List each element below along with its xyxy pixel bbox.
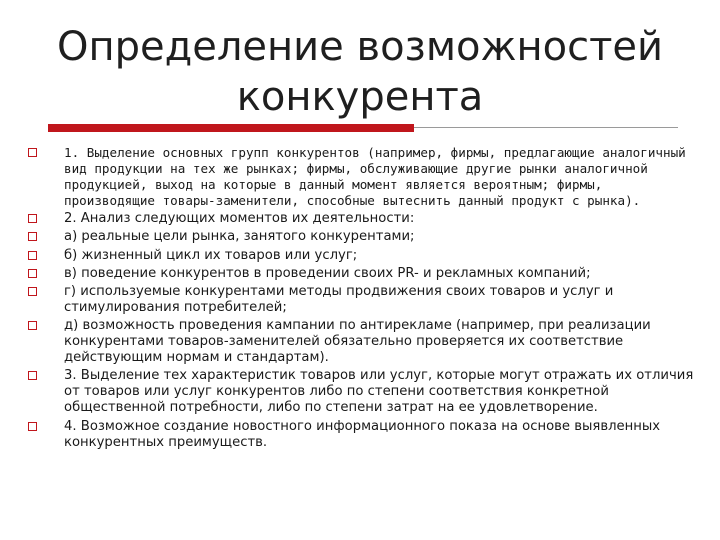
bullet-list [26, 145, 694, 453]
list-item-text: 1. Выделение основных групп конкурентов (например, фирмы, предлагающие аналогичный вид продукции на тех же рынках; фирмы, обслуживающие другие рынки аналогичной продукцией, выход на которые в данный момент является вероятным; фирмы, производящие товары-заменители, способные вытеснить данный продукт с рынка). [64, 145, 686, 209]
list-item [26, 284, 694, 316]
title-line-1: Определение возможностей [56, 24, 664, 70]
list-item-text: 3. Выделение тех характеристик товаров или услуг, которые могут отражать их отличия от товаров или услуг конкурентов либо по степени соответствия конкретной общественной потребности, либо по степени затрат на ее удовлетворение. [64, 368, 694, 416]
hollow-square-bullet-icon [28, 321, 37, 330]
hollow-square-bullet-icon [28, 214, 37, 223]
list-item [26, 368, 694, 416]
list-item-text: д) возможность проведения кампании по антирекламе (например, при реализации конкурентами товаров-заменителей обязательно проверяется их соответствие действующим нормам и стандартам). [64, 317, 651, 366]
list-item [26, 145, 694, 209]
list-item-text: 4. Возможное создание новостного информационного показа на основе выявленных конкурентных преимуществ. [64, 418, 661, 450]
list-item-text: б) жизненный цикл их товаров или услуг; [64, 247, 358, 263]
list-item-text: в) поведение конкурентов в проведении своих PR- и рекламных компаний; [64, 265, 591, 281]
hollow-square-bullet-icon [28, 371, 37, 380]
list-item [26, 248, 694, 264]
list-item [26, 318, 694, 366]
title-line-2: конкурента [236, 74, 484, 120]
title-accent-bar [48, 124, 414, 132]
hollow-square-bullet-icon [28, 422, 37, 431]
list-item-text: а) реальные цели рынка, занятого конкурентами; [64, 229, 415, 245]
hollow-square-bullet-icon [28, 269, 37, 278]
hollow-square-bullet-icon [28, 148, 37, 157]
list-item-text: 2. Анализ следующих моментов их деятельности: [64, 211, 415, 227]
list-item-text: г) используемые конкурентами методы продвижения своих товаров и услуг и стимулирования потребителей; [64, 283, 614, 315]
list-item [26, 211, 694, 227]
hollow-square-bullet-icon [28, 287, 37, 296]
hollow-square-bullet-icon [28, 251, 37, 260]
list-item [26, 229, 694, 245]
list-item [26, 266, 694, 282]
hollow-square-bullet-icon [28, 232, 37, 241]
list-item [26, 419, 694, 451]
slide-title [40, 22, 680, 122]
